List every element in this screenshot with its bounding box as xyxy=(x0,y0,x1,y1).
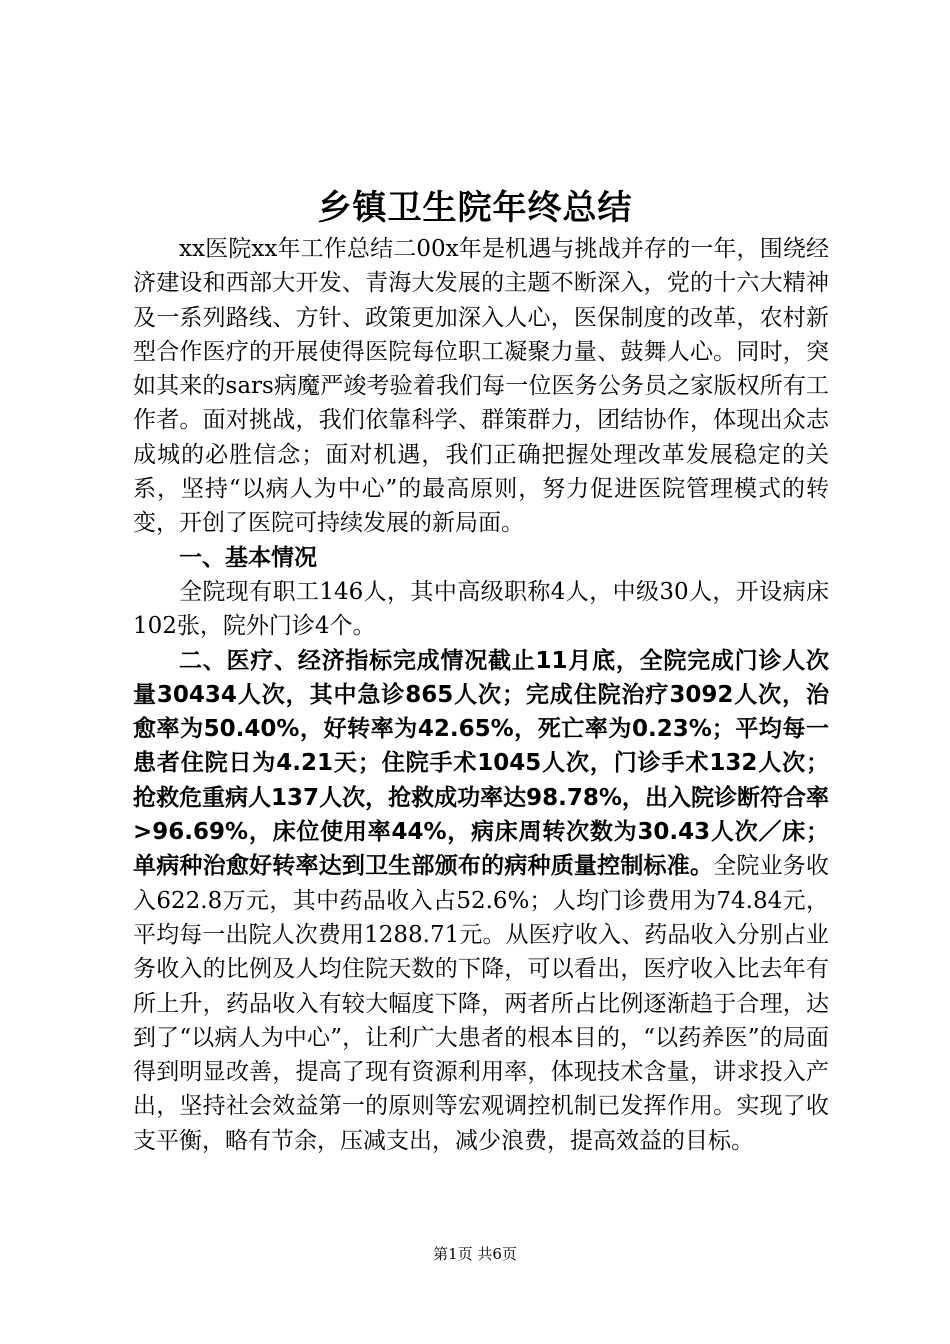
section-heading-basic-info: 一、基本情况 xyxy=(179,544,317,571)
indicators-text: 全院业务收入622.8万元，其中药品收入占52.6%；人均门诊费用为74.84元，平均每一出院人次费用1288.71元。从医疗收入、药品收入分别占业务收入的比例及人均住院天数的下降，可以看出，医疗收入比去年有所上升，药品收入有较大幅度下降，两者所占比例逐渐趋于合理，达到了“以病人为中心”，让利广大患者的根本目的，“以药养医”的局面得到明显改善，提高了现有资源利用率，体现技术含量，讲求投入产出，坚持社会效益第一的原则等宏观调控机制已发挥作用。实现了收支平衡，略有节余，压减支出，减少浪费，提高效益的目标。 xyxy=(133,853,830,1154)
document-body xyxy=(133,232,829,1158)
document-title: 乡镇卫生院年终总结 xyxy=(317,188,633,228)
indicators-paragraph xyxy=(133,644,829,1158)
basic-info-paragraph: 全院现有职工146人，其中高级职称4人，中级30人，开设病床102张，院外门诊4个。 xyxy=(133,578,829,640)
indicators-bold-text: 二、医疗、经济指标完成情况截止11月底，全院完成门诊人次量30434人次，其中急诊865人次；完成住院治疗3092人次，治愈率为50.40%，好转率为42.65%，死亡率为0.23%；平均每一患者住院日为4.21天；住院手术1045人次，门诊手术132人次；抢救危重病人137人次，抢救成功率达98.78%，出入院诊断符合率>96.69%，床位使用率44%，病床周转次数为30.43人次／床；单病种治愈好转率达到卫生部颁布的病种质量控制标准。 xyxy=(133,647,829,880)
intro-paragraph: xx医院xx年工作总结二00x年是机遇与挑战并存的一年，围绕经济建设和西部大开发、青海大发展的主题不断深入，党的十六大精神及一系列路线、方针、政策更加深入人心，医保制度的改革，农村新型合作医疗的开展使得医院每位职工凝聚力量、鼓舞人心。同时，突如其来的sars病魔严竣考验着我们每一位医务公务员之家版权所有工作者。面对挑战，我们依靠科学、群策群力，团结协作，体现出众志成城的必胜信念；面对机遇，我们正确把握处理改革发展稳定的关系，坚持“以病人为中心”的最高原则，努力促进医院管理模式的转变，开创了医院可持续发展的新局面。 xyxy=(133,236,829,537)
page-footer: 第1页 共6页 xyxy=(433,1245,517,1263)
